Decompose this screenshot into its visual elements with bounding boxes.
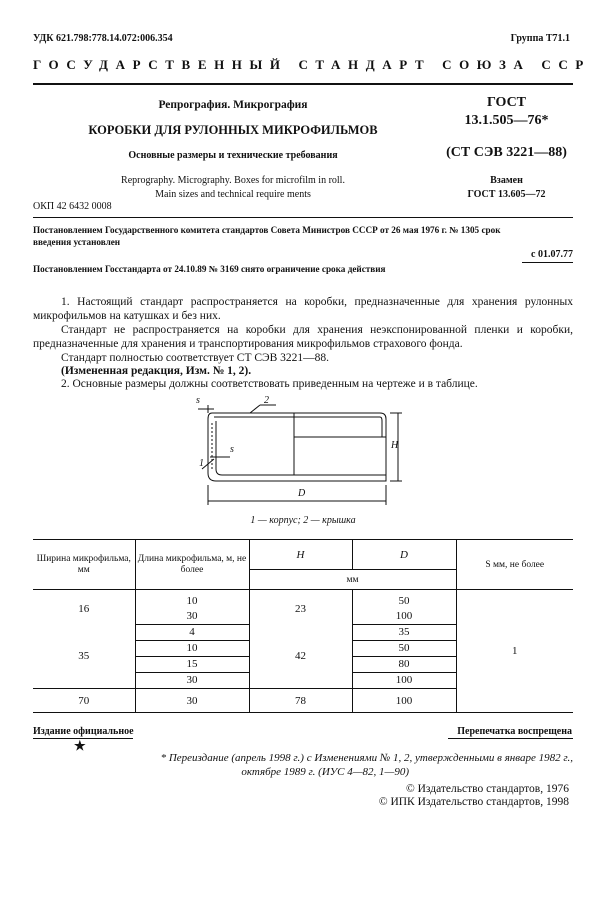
paragraph-dimensions: 2. Основные размеры должны соответствовать приведенным на чертеже и в таблице. — [61, 378, 478, 390]
cell-d: 50 — [398, 595, 410, 607]
gost-label: ГОСТ — [486, 95, 527, 110]
decree-line2: введения установлен — [33, 237, 121, 247]
cell-width-16: 16 — [33, 590, 135, 625]
english-title-line1: Reprography. Micrography. Boxes for microfilm in roll. — [121, 175, 345, 186]
banner-rule — [33, 83, 573, 85]
cell-width-35: 35 — [33, 624, 135, 689]
drawing-label-h: H — [391, 440, 399, 451]
cell-h-78: 78 — [249, 689, 352, 713]
paragraph-exclusion: Стандарт не распространяется на коробки для хранения неэкспонированной пленки и коробки, предназначенные для хранения и транспортирования микрофильмов страхового фонда. — [33, 324, 573, 350]
state-standard-banner: ГОСУДАРСТВЕННЫЙ СТАНДАРТ СОЮЗА ССР — [33, 57, 591, 72]
reissue-note-line2: октябре 1989 г. (ИУС 4—82, 1—90) — [241, 766, 409, 778]
title-rule — [33, 217, 573, 218]
cell-d: 35 — [353, 624, 456, 641]
official-edition: Издание официальное — [33, 726, 134, 737]
cell-h-23: 23 — [249, 590, 352, 625]
table-header-row — [33, 540, 573, 570]
drawing-label-s-top: s — [196, 395, 200, 406]
cell-length: 10 — [186, 595, 198, 607]
header-length: Длина микрофильма, м, не более — [135, 540, 249, 590]
drawing-label-s-mid: s — [230, 444, 234, 455]
paragraph-amendment: (Измененная редакция, Изм. № 1, 2). — [61, 365, 252, 377]
cell-d: 50 — [353, 641, 456, 657]
cell-length: 30 — [186, 610, 198, 622]
cmea-number: (СТ СЭВ 3221—88) — [446, 145, 567, 160]
cell-d: 80 — [353, 657, 456, 673]
drawing-caption: 1 — корпус; 2 — крышка — [250, 515, 356, 526]
udk-code: УДК 621.798:778.14.072:006.354 — [33, 33, 173, 44]
decree-line3: Постановлением Госстандарта от 24.10.89 № 3169 снято ограничение срока действия — [33, 264, 386, 274]
drawing-label-2: 2 — [264, 395, 269, 406]
category-title: Репрография. Микрография — [158, 99, 308, 111]
leader-2 — [250, 405, 260, 413]
body-outer — [208, 437, 386, 481]
reissue-note-line1: * Переиздание (апрель 1998 г.) с Изменениями № 1, 2, утвержденными в январе 1982 г., — [160, 752, 573, 764]
drawing-label-1: 1 — [199, 458, 204, 469]
cell-length: 15 — [136, 657, 249, 673]
lid-inner — [214, 417, 382, 437]
table-row — [33, 590, 573, 625]
cell-length: 10 — [136, 641, 249, 657]
gost-number: 13.1.505—76* — [464, 113, 549, 128]
reprint-notice: Перепечатка воспрещена — [457, 726, 572, 737]
cell-length: 4 — [136, 624, 249, 641]
copyright-1998: © ИПК Издательство стандартов, 1998 — [378, 796, 569, 808]
header-d: D — [352, 540, 456, 570]
date-underline — [522, 262, 573, 263]
replaces-label: Взамен — [490, 175, 523, 186]
effective-date: с 01.07.77 — [531, 249, 573, 260]
replaces-value: ГОСТ 13.605—72 — [467, 189, 546, 200]
paragraph-compliance: Стандарт полностью соответствует СТ СЭВ 3221—88. — [61, 352, 330, 364]
document-subtitle: Основные размеры и технические требования — [128, 150, 338, 161]
dimensions-table — [33, 539, 573, 713]
cell-length: 30 — [186, 674, 198, 686]
header-h: H — [249, 540, 352, 570]
star-mark: ★ — [74, 738, 86, 753]
cell-width-70: 70 — [33, 689, 135, 713]
cell-s-value: 1 — [512, 645, 518, 657]
english-title-line2: Main sizes and technical require ments — [155, 189, 311, 200]
decree-line1: Постановлением Государственного комитета стандартов Совета Министров СССР от 26 мая 1976 г. № 1305 срок — [33, 225, 501, 235]
lid-outline — [208, 413, 386, 473]
drawing-label-d: D — [298, 488, 306, 499]
cell-h-42: 42 — [249, 624, 352, 689]
copyright-1976: © Издательство стандартов, 1976 — [405, 783, 569, 795]
okp-code: ОКП 42 6432 0008 — [33, 201, 112, 212]
document-title: КОРОБКИ ДЛЯ РУЛОННЫХ МИКРОФИЛЬМОВ — [88, 123, 378, 137]
reprint-underline — [448, 738, 573, 739]
group-code: Группа Т71.1 — [510, 33, 570, 44]
header-mm: мм — [249, 570, 456, 590]
cell-d: 100 — [395, 674, 413, 686]
body-inner — [216, 421, 386, 475]
cell-d: 100 — [352, 689, 456, 713]
header-s: S мм, не более — [485, 559, 545, 570]
header-width: Ширина микрофильма, мм — [33, 540, 135, 590]
cell-d: 100 — [395, 610, 413, 622]
paragraph-scope: 1. Настоящий стандарт распространяется на коробки, предназначенные для хранения рулонных микрофильмов на катушках и без них. — [33, 296, 573, 322]
cell-length: 30 — [135, 689, 249, 713]
